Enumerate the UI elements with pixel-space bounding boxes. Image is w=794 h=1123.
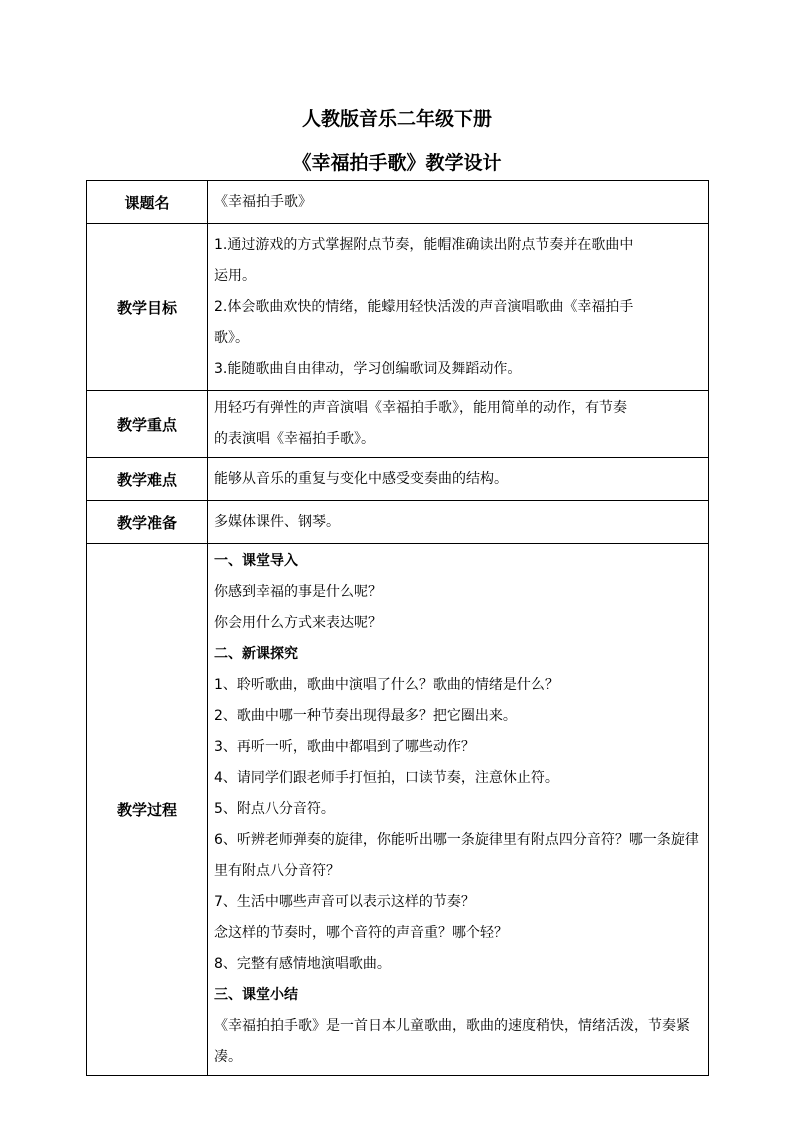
process-section-heading: 三、课堂小结	[214, 987, 298, 1003]
label-key-points: 教学重点	[87, 391, 208, 458]
process-line: 7、生活中哪些声音可以表示这样的节奏？	[214, 894, 475, 910]
process-line: 《幸福拍拍手歌》是一首日本儿童歌曲，歌曲的速度稍快，情绪活泼，节奏紧凑。	[214, 1018, 690, 1065]
label-preparation: 教学准备	[87, 501, 208, 544]
process-line: 6、听辨老师弹奏的旋律，你能听出哪一条旋律里有附点四分音符？哪一条旋律	[214, 832, 699, 848]
process-line: 里有附点八分音符？	[214, 863, 340, 879]
value-title: 《幸福拍手歌》	[208, 181, 709, 224]
process-line: 4、请同学们跟老师手打恒拍，口读节奏，注意休止符。	[214, 770, 559, 786]
row-title	[87, 181, 709, 224]
document-subtitle: 《幸福拍手歌》教学设计	[292, 152, 502, 174]
goal-line: 运用。	[214, 267, 256, 284]
process-line: 念这样的节奏时，哪个音符的声音重？哪个轻？	[214, 925, 508, 941]
value-process	[208, 544, 709, 1076]
row-goals	[87, 224, 709, 391]
label-difficulty: 教学难点	[87, 458, 208, 501]
row-key-points	[87, 391, 709, 458]
value-key-points	[208, 391, 709, 458]
goal-line: 歌》。	[214, 329, 249, 346]
value-difficulty: 能够从音乐的重复与变化中感受变奏曲的结构。	[208, 458, 709, 501]
lesson-plan-table	[86, 180, 709, 1076]
key-line: 用轻巧有弹性的声音演唱《幸福拍手歌》，能用简单的动作，有节奏	[214, 400, 627, 416]
row-difficulty	[87, 458, 709, 501]
process-line: 3、再听一听，歌曲中都唱到了哪些动作？	[214, 739, 475, 755]
value-goals	[208, 224, 709, 391]
label-process: 教学过程	[87, 544, 208, 1076]
process-line: 你感到幸福的事是什么呢？	[214, 584, 382, 600]
label-goals: 教学目标	[87, 224, 208, 391]
row-preparation	[87, 501, 709, 544]
label-title: 课题名	[87, 181, 208, 224]
goal-line: 1.通过游戏的方式掌握附点节奏，能帽准确读出附点节奏并在歌曲中	[214, 236, 634, 253]
document-title: 人教版音乐二年级下册	[301, 108, 492, 130]
goal-line: 2.体会歌曲欢快的情绪，能蠓用轻快活泼的声音演唱歌曲《幸福拍手	[214, 298, 634, 315]
process-line: 5、附点八分音符。	[214, 801, 335, 817]
process-section-heading: 一、课堂导入	[214, 553, 298, 569]
process-line: 你会用什么方式来表达呢？	[214, 615, 382, 631]
row-process	[87, 544, 709, 1076]
process-section-heading: 二、新课探究	[214, 646, 298, 662]
process-line: 8、完整有感情地演唱歌曲。	[214, 956, 391, 972]
goal-line: 3.能随歌曲自由律动，学习创编歌词及舞蹈动作。	[214, 360, 522, 377]
value-preparation: 多媒体课件、钢琴。	[208, 501, 709, 544]
process-line: 1、聆听歌曲，歌曲中演唱了什么？歌曲的情绪是什么？	[214, 677, 559, 693]
key-line: 的表演唱《幸福拍手歌》。	[214, 431, 375, 447]
process-line: 2、歌曲中哪一种节奏出现得最多？把它圈出来。	[214, 708, 517, 724]
